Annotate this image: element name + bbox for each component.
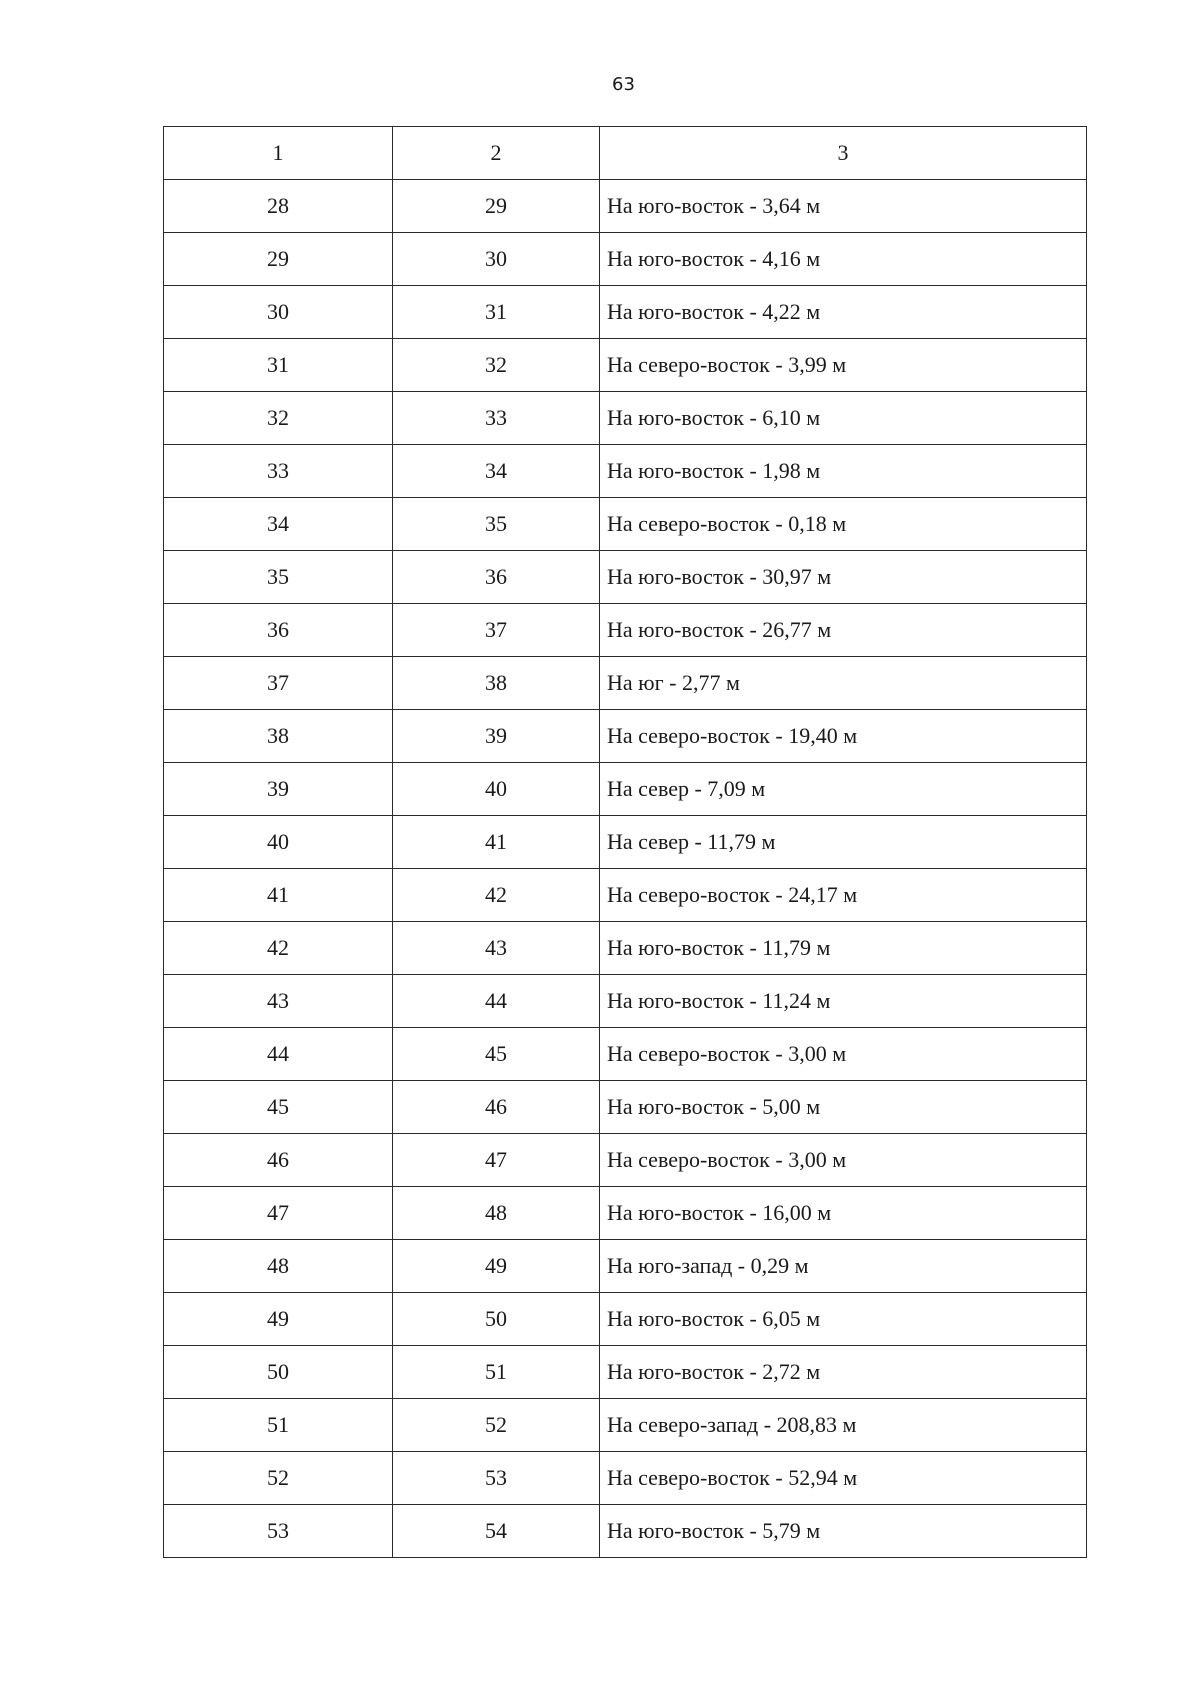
to-point-cell: 33: [393, 392, 600, 445]
to-point-cell: 49: [393, 1240, 600, 1293]
to-point-cell: 35: [393, 498, 600, 551]
direction-distance-cell: На юго-восток - 26,77 м: [600, 604, 1087, 657]
to-point-cell: 34: [393, 445, 600, 498]
from-point-cell: 38: [164, 710, 393, 763]
to-point-cell: 52: [393, 1399, 600, 1452]
from-point-cell: 45: [164, 1081, 393, 1134]
to-point-cell: 39: [393, 710, 600, 763]
table-row: [164, 922, 1087, 975]
to-point-cell: 30: [393, 233, 600, 286]
from-point-cell: 52: [164, 1452, 393, 1505]
to-point-cell: 44: [393, 975, 600, 1028]
from-point-cell: 34: [164, 498, 393, 551]
table-row: [164, 710, 1087, 763]
to-point-cell: 36: [393, 551, 600, 604]
table-header-row: [164, 127, 1087, 180]
from-point-cell: 49: [164, 1293, 393, 1346]
from-point-cell: 51: [164, 1399, 393, 1452]
boundary-table: [163, 126, 1087, 1558]
table-body: [164, 180, 1087, 1558]
from-point-cell: 30: [164, 286, 393, 339]
header-cell-1: 1: [164, 127, 393, 180]
to-point-cell: 50: [393, 1293, 600, 1346]
direction-distance-cell: На юго-восток - 30,97 м: [600, 551, 1087, 604]
direction-distance-cell: На юго-восток - 16,00 м: [600, 1187, 1087, 1240]
to-point-cell: 51: [393, 1346, 600, 1399]
direction-distance-cell: На юго-восток - 5,79 м: [600, 1505, 1087, 1558]
table-row: [164, 1452, 1087, 1505]
table-row: [164, 763, 1087, 816]
table-row: [164, 498, 1087, 551]
table-row: [164, 1134, 1087, 1187]
from-point-cell: 29: [164, 233, 393, 286]
page-number: 63: [612, 74, 635, 95]
to-point-cell: 37: [393, 604, 600, 657]
direction-distance-cell: На юго-восток - 11,24 м: [600, 975, 1087, 1028]
table-row: [164, 1399, 1087, 1452]
to-point-cell: 46: [393, 1081, 600, 1134]
table-row: [164, 1081, 1087, 1134]
from-point-cell: 53: [164, 1505, 393, 1558]
direction-distance-cell: На юго-восток - 11,79 м: [600, 922, 1087, 975]
direction-distance-cell: На юго-восток - 4,22 м: [600, 286, 1087, 339]
from-point-cell: 48: [164, 1240, 393, 1293]
table-row: [164, 233, 1087, 286]
from-point-cell: 40: [164, 816, 393, 869]
to-point-cell: 41: [393, 816, 600, 869]
from-point-cell: 35: [164, 551, 393, 604]
table-row: [164, 1187, 1087, 1240]
table-row: [164, 1505, 1087, 1558]
direction-distance-cell: На юго-восток - 2,72 м: [600, 1346, 1087, 1399]
table-row: [164, 1346, 1087, 1399]
from-point-cell: 33: [164, 445, 393, 498]
table-row: [164, 1240, 1087, 1293]
to-point-cell: 32: [393, 339, 600, 392]
direction-distance-cell: На северо-восток - 3,99 м: [600, 339, 1087, 392]
table-header: [164, 127, 1087, 180]
table-row: [164, 392, 1087, 445]
direction-distance-cell: На юго-восток - 1,98 м: [600, 445, 1087, 498]
direction-distance-cell: На северо-восток - 3,00 м: [600, 1134, 1087, 1187]
to-point-cell: 31: [393, 286, 600, 339]
to-point-cell: 48: [393, 1187, 600, 1240]
table-row: [164, 869, 1087, 922]
from-point-cell: 43: [164, 975, 393, 1028]
table-row: [164, 551, 1087, 604]
table-row: [164, 339, 1087, 392]
to-point-cell: 42: [393, 869, 600, 922]
direction-distance-cell: На юго-восток - 6,05 м: [600, 1293, 1087, 1346]
direction-distance-cell: На северо-восток - 24,17 м: [600, 869, 1087, 922]
direction-distance-cell: На юго-восток - 6,10 м: [600, 392, 1087, 445]
direction-distance-cell: На север - 11,79 м: [600, 816, 1087, 869]
from-point-cell: 36: [164, 604, 393, 657]
from-point-cell: 41: [164, 869, 393, 922]
header-cell-3: 3: [600, 127, 1087, 180]
to-point-cell: 40: [393, 763, 600, 816]
table-row: [164, 657, 1087, 710]
table-row: [164, 975, 1087, 1028]
direction-distance-cell: На юго-восток - 4,16 м: [600, 233, 1087, 286]
direction-distance-cell: На северо-восток - 3,00 м: [600, 1028, 1087, 1081]
table-row: [164, 1293, 1087, 1346]
direction-distance-cell: На юго-восток - 5,00 м: [600, 1081, 1087, 1134]
direction-distance-cell: На северо-восток - 19,40 м: [600, 710, 1087, 763]
to-point-cell: 29: [393, 180, 600, 233]
from-point-cell: 42: [164, 922, 393, 975]
table-row: [164, 1028, 1087, 1081]
to-point-cell: 54: [393, 1505, 600, 1558]
direction-distance-cell: На северо-восток - 0,18 м: [600, 498, 1087, 551]
table-row: [164, 445, 1087, 498]
from-point-cell: 31: [164, 339, 393, 392]
to-point-cell: 43: [393, 922, 600, 975]
header-cell-2: 2: [393, 127, 600, 180]
to-point-cell: 38: [393, 657, 600, 710]
table-row: [164, 286, 1087, 339]
direction-distance-cell: На юг - 2,77 м: [600, 657, 1087, 710]
from-point-cell: 39: [164, 763, 393, 816]
from-point-cell: 50: [164, 1346, 393, 1399]
to-point-cell: 53: [393, 1452, 600, 1505]
direction-distance-cell: На юго-запад - 0,29 м: [600, 1240, 1087, 1293]
from-point-cell: 32: [164, 392, 393, 445]
from-point-cell: 47: [164, 1187, 393, 1240]
direction-distance-cell: На юго-восток - 3,64 м: [600, 180, 1087, 233]
from-point-cell: 28: [164, 180, 393, 233]
from-point-cell: 37: [164, 657, 393, 710]
direction-distance-cell: На север - 7,09 м: [600, 763, 1087, 816]
from-point-cell: 44: [164, 1028, 393, 1081]
table-row: [164, 816, 1087, 869]
direction-distance-cell: На северо-запад - 208,83 м: [600, 1399, 1087, 1452]
to-point-cell: 47: [393, 1134, 600, 1187]
table-row: [164, 180, 1087, 233]
from-point-cell: 46: [164, 1134, 393, 1187]
direction-distance-cell: На северо-восток - 52,94 м: [600, 1452, 1087, 1505]
table-row: [164, 604, 1087, 657]
to-point-cell: 45: [393, 1028, 600, 1081]
